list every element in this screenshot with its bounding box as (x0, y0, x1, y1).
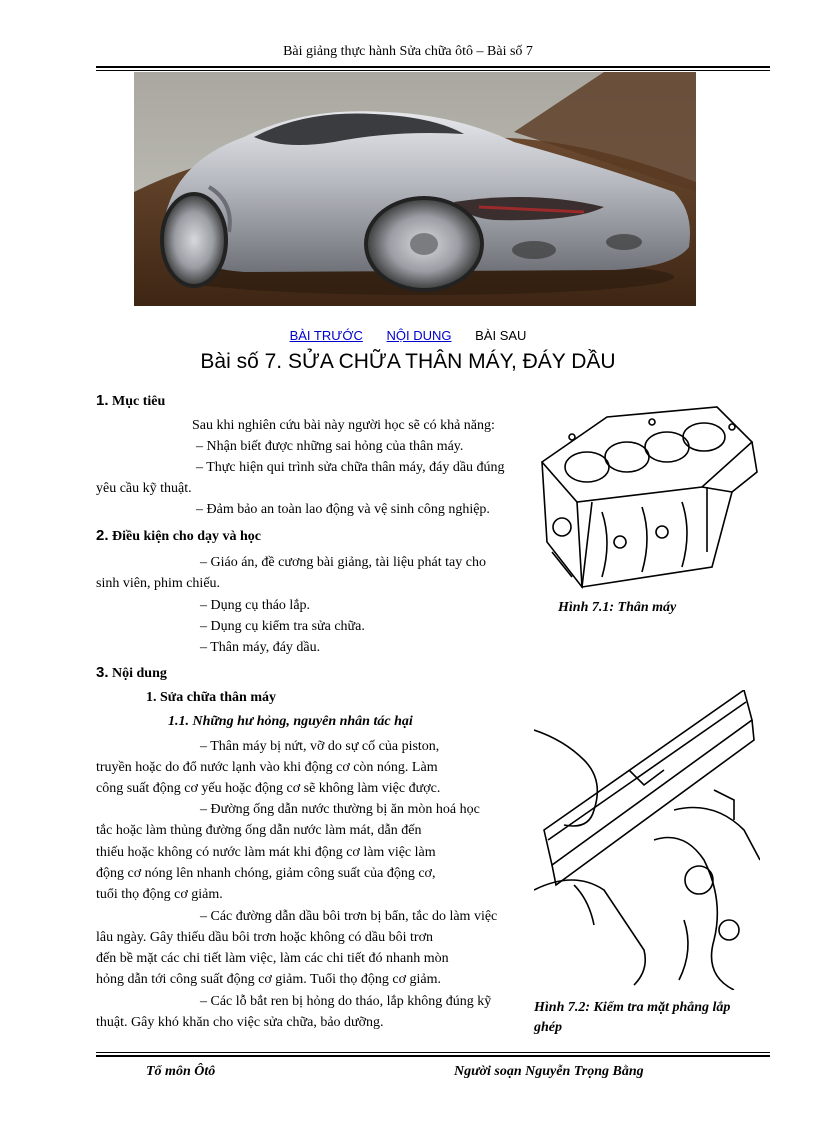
engine-block-figure (532, 402, 762, 592)
objectives-body (96, 415, 528, 525)
text-line: – Đường ống dẫn nước thường bị ăn mòn hoá học (200, 802, 480, 817)
text-line: lâu ngày. Gây thiếu dầu bôi trơn hoặc không có dầu bôi trơn (96, 930, 433, 945)
section-heading-objectives: 1. Mục tiêu (96, 392, 166, 409)
text-line: – Nhận biết được những sai hỏng của thân máy. (196, 439, 464, 454)
footer-rule-thin (96, 1052, 770, 1053)
text-line: – Thân máy bị nứt, vỡ do sự cố của piston, (200, 739, 440, 754)
text-line: công suất động cơ yếu hoặc động cơ sẽ không làm việc được. (96, 781, 441, 796)
header-rule (96, 66, 770, 68)
lesson-nav (0, 328, 816, 343)
text-line: – Thân máy, đáy dầu. (200, 640, 321, 655)
flatness-check-figure (534, 690, 760, 990)
text-line: – Dụng cụ kiểm tra sửa chữa. (200, 619, 365, 634)
text-line: động cơ nóng lên nhanh chóng, giảm công suất của động cơ, (96, 866, 436, 881)
footer-rule (96, 1055, 770, 1057)
text-line: Sau khi nghiên cứu bài này người học sẽ có khả năng: (192, 418, 495, 433)
text-line: thuật. Gây khó khăn cho việc sửa chữa, bảo dưỡng. (96, 1015, 384, 1030)
text-line: – Các đường dẫn dầu bôi trơn bị bẩn, tắc do làm việc (200, 909, 498, 924)
next-lesson-label: BÀI SAU (475, 328, 527, 343)
text-line: – Đảm bảo an toàn lao động và vệ sinh công nghiệp. (196, 502, 490, 517)
text-line: tắc hoặc làm thủng đường ống dẫn nước làm mát, dẫn đến (96, 823, 422, 838)
contents-link[interactable]: NỘI DUNG (386, 328, 452, 343)
text-line: sinh viên, phim chiếu. (96, 576, 221, 591)
text-line: truyền hoặc do đổ nước lạnh vào khi động cơ còn nóng. Làm (96, 760, 438, 775)
text-line: yêu cầu kỹ thuật. (96, 481, 192, 496)
footer-author: Người soạn Nguyễn Trọng Bằng (454, 1064, 644, 1079)
text-line: – Giáo án, đề cương bài giảng, tài liệu phát tay cho (200, 555, 486, 570)
text-line: – Thực hiện qui trình sửa chữa thân máy, đáy dầu đúng (196, 460, 505, 475)
prev-lesson-link[interactable]: BÀI TRƯỚC (289, 328, 363, 343)
figure-caption: Hình 7.1: Thân máy (558, 600, 677, 615)
subsection-heading: 1. Sửa chữa thân máy (146, 690, 276, 705)
footer-department: Tổ môn Ôtô (146, 1064, 216, 1079)
conditions-body (96, 552, 528, 662)
page-header: Bài giảng thực hành Sửa chữa ôtô – Bài số 7 (283, 44, 533, 59)
figure-caption: Hình 7.2: Kiểm tra mặt phẳng lắp ghép (534, 1000, 731, 1035)
lesson-title: Bài số 7. SỬA CHỮA THÂN MÁY, ĐÁY DẦU (200, 350, 616, 373)
text-line: đến bề mặt các chi tiết làm việc, làm các chi tiết đó nhanh mòn (96, 951, 449, 966)
damage-causes-body (96, 736, 516, 1036)
text-line: – Dụng cụ tháo lắp. (200, 598, 311, 613)
section-heading-conditions: 2. Điều kiện cho dạy và học (96, 527, 261, 544)
concept-car-photo (134, 72, 696, 306)
subsubsection-heading: 1.1. Những hư hỏng, nguyên nhân tác hại (168, 714, 413, 729)
header-rule-thin (96, 70, 770, 71)
section-heading-content: 3. Nội dung (96, 664, 167, 681)
text-line: tuổi thọ động cơ giảm. (96, 887, 223, 902)
text-line: thiếu hoặc không có nước làm mát khi động cơ làm việc làm (96, 845, 436, 860)
text-line: – Các lỗ bắt ren bị hỏng do tháo, lắp không đúng kỹ (200, 994, 492, 1009)
text-line: hỏng dẫn tới công suất động cơ giảm. Tuổi thọ động cơ giảm. (96, 972, 441, 987)
